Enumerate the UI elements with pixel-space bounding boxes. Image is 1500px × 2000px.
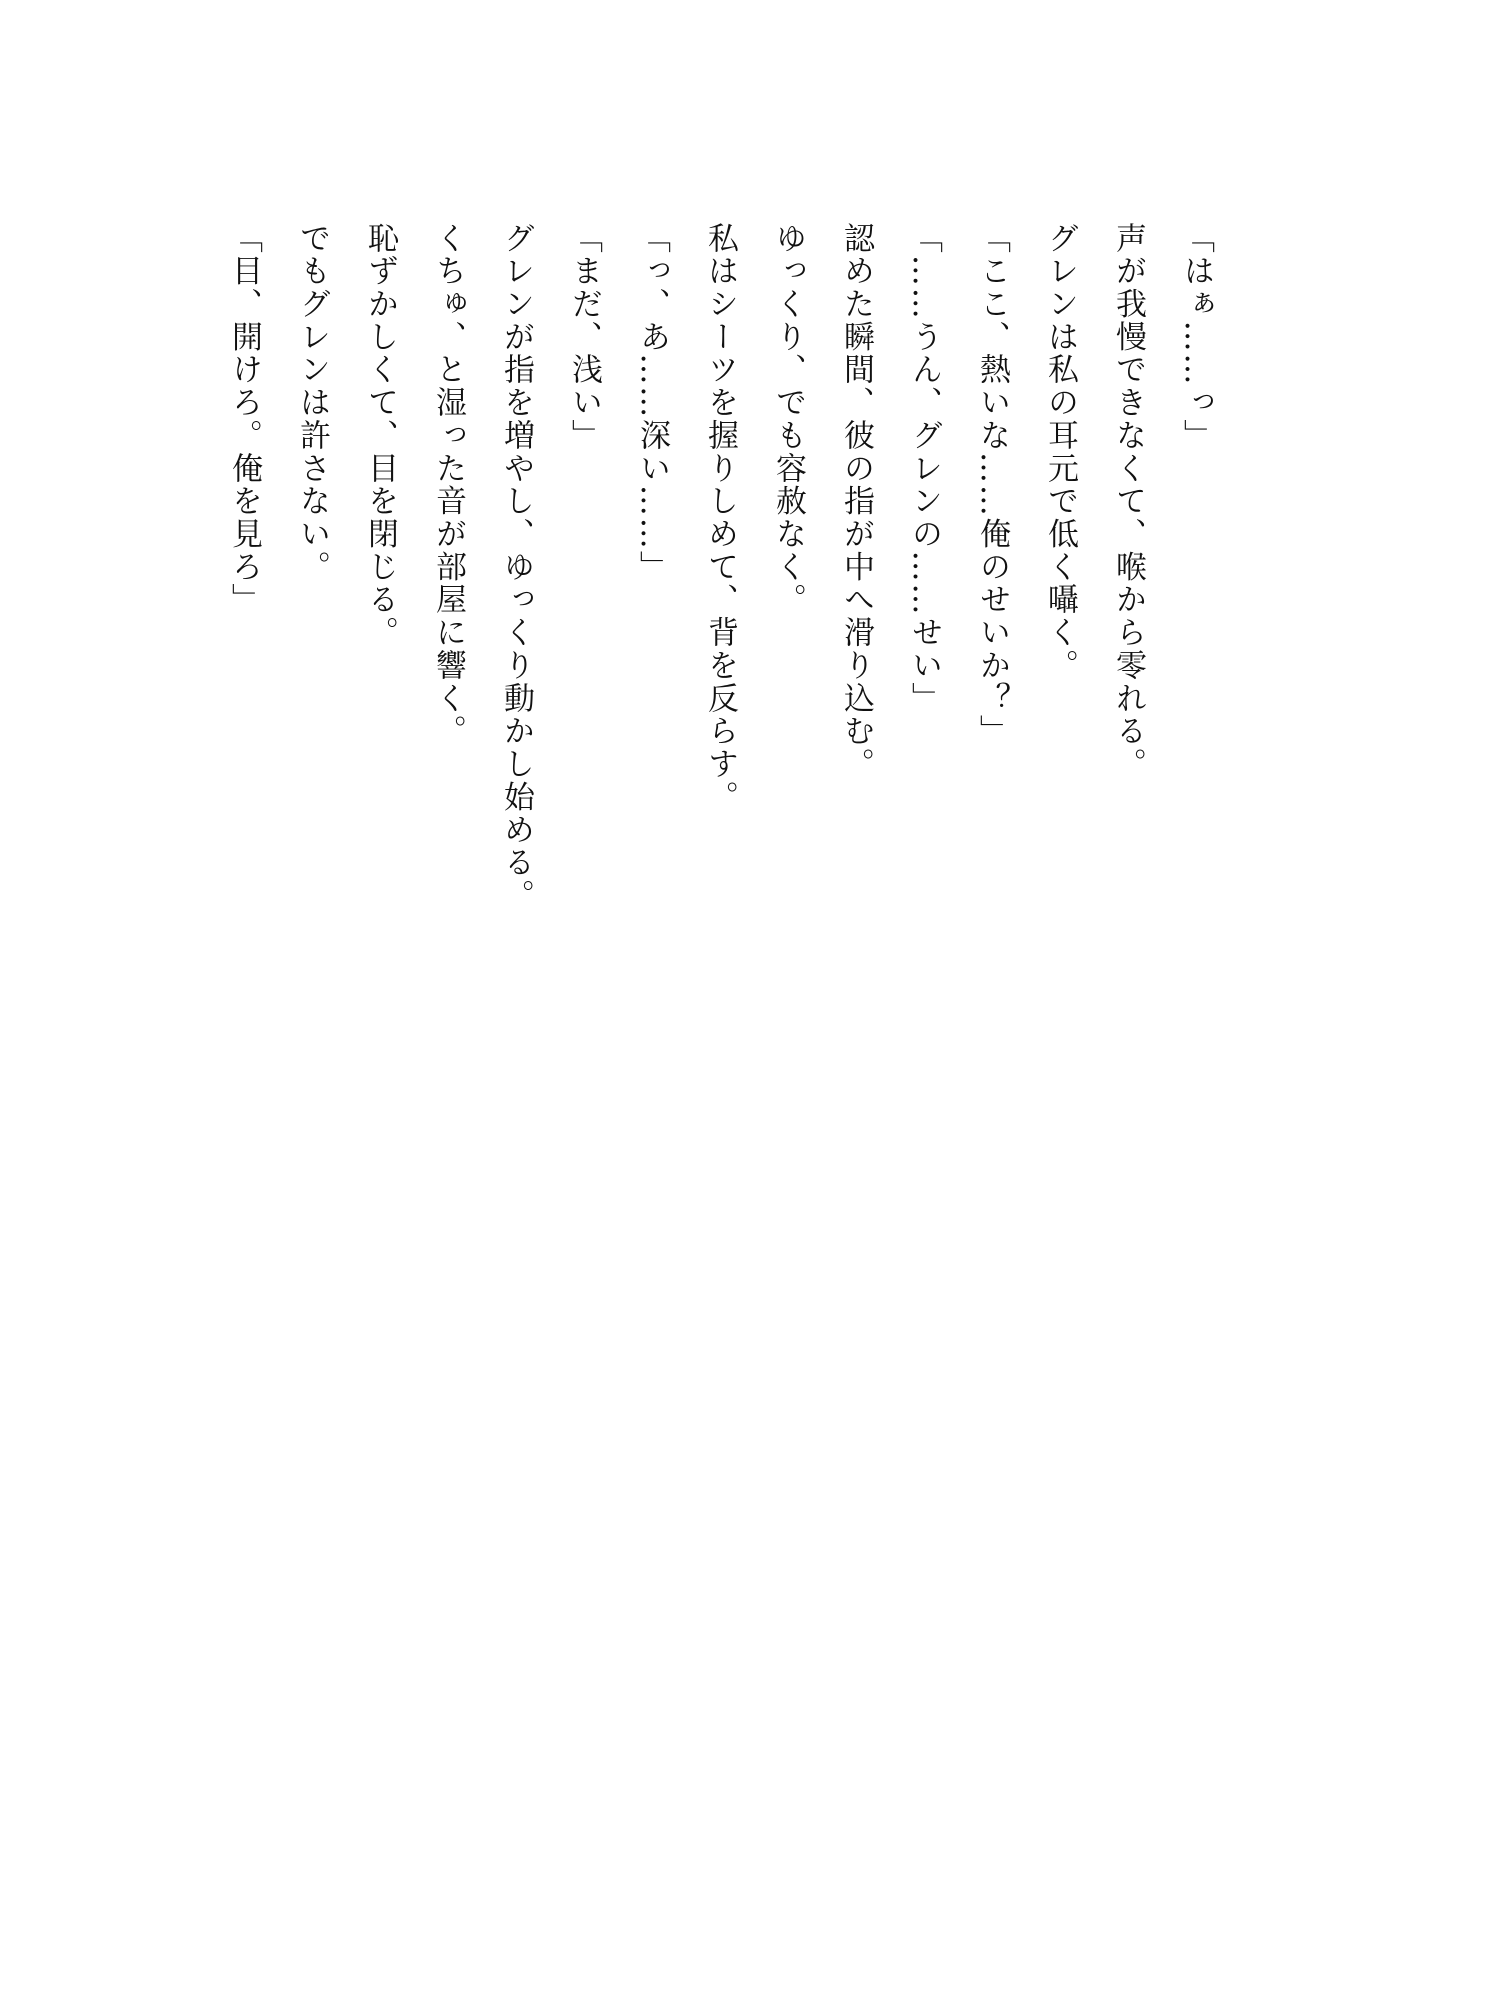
vertical-text-block	[210, 222, 1230, 922]
text-line: グレンが指を増やし、ゆっくり動かし始める。	[498, 222, 534, 913]
text-line: ゆっくり、でも容赦なく。	[770, 222, 806, 617]
text-line: 「目、開けろ。俺を見ろ」	[226, 222, 262, 617]
text-line: でもグレンは許さない。	[294, 222, 330, 584]
text-line: 声が我慢できなくて、喉から零れる。	[1110, 222, 1146, 781]
text-line: 「ここ、熱いな……俺のせいか？」	[974, 222, 1010, 748]
text-line: 「はぁ……っ」	[1178, 222, 1214, 453]
text-line: 「っ、あ……深い……」	[634, 222, 670, 584]
text-line: 恥ずかしくて、目を閉じる。	[362, 222, 398, 650]
text-line: 私はシーツを握りしめて、背を反らす。	[702, 222, 738, 814]
text-line: 認めた瞬間、彼の指が中へ滑り込む。	[838, 222, 874, 781]
text-line: くちゅ、と湿った音が部屋に響く。	[430, 222, 466, 748]
text-line: 「まだ、浅い」	[566, 222, 602, 453]
text-line: 「……うん、グレンの……せい」	[906, 222, 942, 715]
text-line: グレンは私の耳元で低く囁く。	[1042, 222, 1078, 683]
